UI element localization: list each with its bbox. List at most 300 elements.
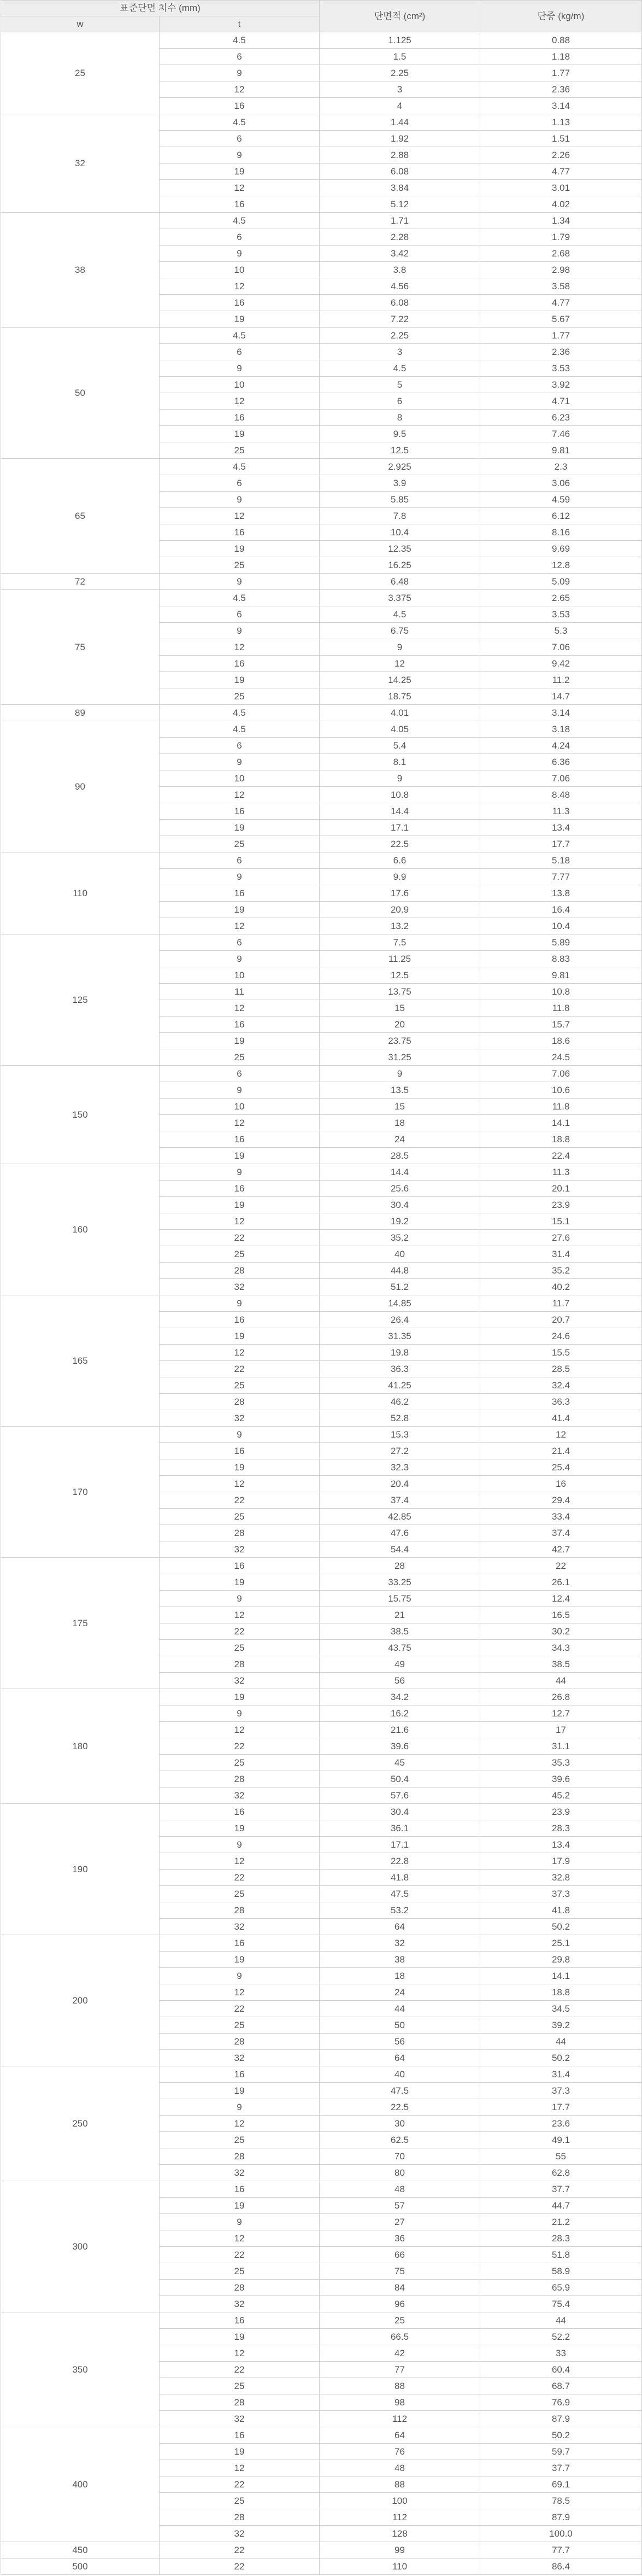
area-cell: 7.22 bbox=[320, 311, 480, 328]
mass-cell: 52.2 bbox=[480, 2329, 642, 2345]
area-cell: 6.6 bbox=[320, 852, 480, 869]
area-cell: 48 bbox=[320, 2460, 480, 2476]
thickness-cell: 16 bbox=[160, 885, 320, 902]
mass-cell: 51.8 bbox=[480, 2247, 642, 2263]
area-cell: 66 bbox=[320, 2247, 480, 2263]
mass-cell: 35.2 bbox=[480, 1263, 642, 1279]
table-header bbox=[1, 1, 642, 32]
area-cell: 46.2 bbox=[320, 1394, 480, 1410]
mass-cell: 4.77 bbox=[480, 295, 642, 311]
area-cell: 20 bbox=[320, 1017, 480, 1033]
area-cell: 12.5 bbox=[320, 442, 480, 459]
thickness-cell: 25 bbox=[160, 2493, 320, 2509]
spec-table bbox=[1, 0, 642, 2575]
mass-cell: 42.7 bbox=[480, 1541, 642, 1558]
thickness-cell: 9 bbox=[160, 2214, 320, 2230]
thickness-cell: 32 bbox=[160, 2050, 320, 2066]
thickness-cell: 25 bbox=[160, 2017, 320, 2034]
mass-cell: 17.9 bbox=[480, 1853, 642, 1870]
mass-cell: 13.8 bbox=[480, 885, 642, 902]
area-cell: 70 bbox=[320, 2148, 480, 2165]
table-row bbox=[1, 705, 642, 721]
mass-cell: 13.4 bbox=[480, 820, 642, 836]
mass-cell: 4.02 bbox=[480, 196, 642, 213]
mass-cell: 2.68 bbox=[480, 246, 642, 262]
thickness-cell: 22 bbox=[160, 1870, 320, 1886]
thickness-cell: 9 bbox=[160, 492, 320, 508]
mass-cell: 41.4 bbox=[480, 1410, 642, 1427]
mass-cell: 36.3 bbox=[480, 1394, 642, 1410]
mass-cell: 76.9 bbox=[480, 2394, 642, 2411]
width-cell: 450 bbox=[1, 2542, 160, 2559]
dimension-group-header: 표준단면 치수 (mm) bbox=[1, 1, 320, 16]
thickness-cell: 9 bbox=[160, 869, 320, 885]
area-cell: 20.4 bbox=[320, 1476, 480, 1492]
thickness-cell: 19 bbox=[160, 1820, 320, 1837]
table-row bbox=[1, 459, 642, 475]
area-cell: 38.5 bbox=[320, 1623, 480, 1640]
thickness-cell: 32 bbox=[160, 1410, 320, 1427]
thickness-cell: 19 bbox=[160, 1574, 320, 1591]
area-cell: 98 bbox=[320, 2394, 480, 2411]
area-cell: 4.01 bbox=[320, 705, 480, 721]
width-cell: 72 bbox=[1, 574, 160, 590]
mass-cell: 100.0 bbox=[480, 2526, 642, 2542]
area-cell: 56 bbox=[320, 2034, 480, 2050]
table-row bbox=[1, 32, 642, 49]
mass-cell: 16.4 bbox=[480, 902, 642, 918]
mass-cell: 32.4 bbox=[480, 1377, 642, 1394]
thickness-cell: 6 bbox=[160, 49, 320, 65]
table-row bbox=[1, 1804, 642, 1820]
area-cell: 15.75 bbox=[320, 1591, 480, 1607]
area-cell: 35.2 bbox=[320, 1230, 480, 1246]
mass-cell: 1.77 bbox=[480, 65, 642, 81]
thickness-cell: 9 bbox=[160, 1164, 320, 1181]
mass-cell: 7.06 bbox=[480, 639, 642, 656]
area-cell: 4.05 bbox=[320, 721, 480, 738]
mass-cell: 15.5 bbox=[480, 1345, 642, 1361]
table-row bbox=[1, 328, 642, 344]
thickness-cell: 25 bbox=[160, 557, 320, 574]
thickness-cell: 16 bbox=[160, 410, 320, 426]
area-cell: 54.4 bbox=[320, 1541, 480, 1558]
width-cell: 200 bbox=[1, 1935, 160, 2066]
mass-cell: 1.77 bbox=[480, 328, 642, 344]
area-cell: 5.4 bbox=[320, 738, 480, 754]
mass-cell: 7.46 bbox=[480, 426, 642, 442]
area-cell: 51.2 bbox=[320, 1279, 480, 1295]
mass-cell: 78.5 bbox=[480, 2493, 642, 2509]
mass-cell: 3.01 bbox=[480, 180, 642, 196]
mass-cell: 27.6 bbox=[480, 1230, 642, 1246]
mass-cell: 31.4 bbox=[480, 2066, 642, 2083]
area-cell: 38 bbox=[320, 1952, 480, 1968]
area-cell: 27 bbox=[320, 2214, 480, 2230]
mass-cell: 11.7 bbox=[480, 1295, 642, 1312]
area-cell: 2.925 bbox=[320, 459, 480, 475]
mass-cell: 5.3 bbox=[480, 623, 642, 639]
thickness-cell: 19 bbox=[160, 1459, 320, 1476]
thickness-cell: 22 bbox=[160, 2001, 320, 2017]
area-cell: 37.4 bbox=[320, 1492, 480, 1509]
area-cell: 15.3 bbox=[320, 1427, 480, 1443]
area-cell: 47.5 bbox=[320, 2083, 480, 2099]
area-cell: 22.5 bbox=[320, 2099, 480, 2116]
mass-cell: 25.4 bbox=[480, 1459, 642, 1476]
table-row bbox=[1, 934, 642, 951]
mass-cell: 34.5 bbox=[480, 2001, 642, 2017]
mass-cell: 3.58 bbox=[480, 278, 642, 295]
mass-cell: 49.1 bbox=[480, 2132, 642, 2148]
thickness-cell: 22 bbox=[160, 2542, 320, 2559]
table-row bbox=[1, 2312, 642, 2329]
mass-cell: 20.7 bbox=[480, 1312, 642, 1328]
thickness-cell: 22 bbox=[160, 2247, 320, 2263]
thickness-cell: 19 bbox=[160, 541, 320, 557]
width-cell: 250 bbox=[1, 2066, 160, 2181]
thickness-cell: 12 bbox=[160, 787, 320, 803]
area-cell: 6 bbox=[320, 393, 480, 410]
area-cell: 17.1 bbox=[320, 1837, 480, 1853]
mass-cell: 5.67 bbox=[480, 311, 642, 328]
thickness-cell: 9 bbox=[160, 1705, 320, 1722]
width-cell: 300 bbox=[1, 2181, 160, 2312]
mass-cell: 7.06 bbox=[480, 770, 642, 787]
area-cell: 3.375 bbox=[320, 590, 480, 606]
thickness-cell: 6 bbox=[160, 344, 320, 360]
mass-cell: 0.88 bbox=[480, 32, 642, 49]
area-cell: 2.25 bbox=[320, 65, 480, 81]
area-cell: 42 bbox=[320, 2345, 480, 2362]
mass-cell: 3.14 bbox=[480, 98, 642, 114]
thickness-cell: 19 bbox=[160, 1328, 320, 1345]
thickness-cell: 4.5 bbox=[160, 705, 320, 721]
mass-cell: 58.9 bbox=[480, 2263, 642, 2280]
area-cell: 18.75 bbox=[320, 688, 480, 705]
thickness-cell: 6 bbox=[160, 934, 320, 951]
area-cell: 62.5 bbox=[320, 2132, 480, 2148]
thickness-cell: 9 bbox=[160, 1427, 320, 1443]
area-cell: 39.6 bbox=[320, 1738, 480, 1755]
mass-cell: 2.36 bbox=[480, 81, 642, 98]
area-cell: 75 bbox=[320, 2263, 480, 2280]
area-cell: 96 bbox=[320, 2296, 480, 2312]
mass-cell: 17.7 bbox=[480, 2099, 642, 2116]
area-cell: 84 bbox=[320, 2280, 480, 2296]
mass-cell: 37.4 bbox=[480, 1525, 642, 1541]
thickness-cell: 25 bbox=[160, 1640, 320, 1656]
thickness-cell: 22 bbox=[160, 1492, 320, 1509]
thickness-cell: 9 bbox=[160, 951, 320, 967]
width-cell: 160 bbox=[1, 1164, 160, 1295]
mass-cell: 86.4 bbox=[480, 2559, 642, 2575]
thickness-cell: 12 bbox=[160, 180, 320, 196]
area-cell: 9.5 bbox=[320, 426, 480, 442]
thickness-cell: 19 bbox=[160, 311, 320, 328]
thickness-cell: 9 bbox=[160, 1082, 320, 1099]
mass-cell: 41.8 bbox=[480, 1902, 642, 1919]
mass-cell: 44 bbox=[480, 2312, 642, 2329]
thickness-cell: 16 bbox=[160, 1443, 320, 1459]
mass-cell: 44 bbox=[480, 2034, 642, 2050]
mass-cell: 14.7 bbox=[480, 688, 642, 705]
thickness-cell: 19 bbox=[160, 1197, 320, 1213]
mass-cell: 6.12 bbox=[480, 508, 642, 524]
area-cell: 19.2 bbox=[320, 1213, 480, 1230]
mass-cell: 87.9 bbox=[480, 2411, 642, 2427]
thickness-cell: 12 bbox=[160, 1984, 320, 2001]
mass-cell: 22.4 bbox=[480, 1148, 642, 1164]
mass-cell: 29.8 bbox=[480, 1952, 642, 1968]
mass-cell: 18.8 bbox=[480, 1131, 642, 1148]
area-cell: 23.75 bbox=[320, 1033, 480, 1049]
area-cell: 76 bbox=[320, 2444, 480, 2460]
mass-cell: 45.2 bbox=[480, 1788, 642, 1804]
thickness-cell: 9 bbox=[160, 1837, 320, 1853]
thickness-cell: 4.5 bbox=[160, 328, 320, 344]
area-cell: 28 bbox=[320, 1558, 480, 1574]
thickness-cell: 22 bbox=[160, 2362, 320, 2378]
area-cell: 47.5 bbox=[320, 1886, 480, 1902]
mass-cell: 3.53 bbox=[480, 606, 642, 623]
area-cell: 2.28 bbox=[320, 229, 480, 246]
thickness-cell: 16 bbox=[160, 1558, 320, 1574]
thickness-cell: 12 bbox=[160, 2116, 320, 2132]
thickness-cell: 16 bbox=[160, 1017, 320, 1033]
area-cell: 16.2 bbox=[320, 1705, 480, 1722]
area-cell: 4.56 bbox=[320, 278, 480, 295]
thickness-cell: 16 bbox=[160, 1181, 320, 1197]
table-row bbox=[1, 574, 642, 590]
area-cell: 43.75 bbox=[320, 1640, 480, 1656]
area-cell: 3 bbox=[320, 344, 480, 360]
thickness-cell: 22 bbox=[160, 1361, 320, 1377]
thickness-cell: 25 bbox=[160, 688, 320, 705]
area-cell: 30 bbox=[320, 2116, 480, 2132]
thickness-cell: 25 bbox=[160, 2378, 320, 2394]
area-cell: 31.25 bbox=[320, 1049, 480, 1066]
thickness-cell: 25 bbox=[160, 1049, 320, 1066]
area-cell: 24 bbox=[320, 1131, 480, 1148]
thickness-cell: 6 bbox=[160, 1066, 320, 1082]
table-row bbox=[1, 1689, 642, 1705]
thickness-cell: 12 bbox=[160, 2345, 320, 2362]
width-cell: 400 bbox=[1, 2427, 160, 2542]
thickness-cell: 12 bbox=[160, 1853, 320, 1870]
mass-cell: 12.4 bbox=[480, 1591, 642, 1607]
thickness-cell: 9 bbox=[160, 147, 320, 163]
area-cell: 13.75 bbox=[320, 984, 480, 1000]
width-cell: 180 bbox=[1, 1689, 160, 1804]
thickness-cell: 28 bbox=[160, 1263, 320, 1279]
mass-cell: 23.9 bbox=[480, 1197, 642, 1213]
area-cell: 3.9 bbox=[320, 475, 480, 492]
mass-cell: 5.18 bbox=[480, 852, 642, 869]
width-cell: 25 bbox=[1, 32, 160, 114]
mass-cell: 26.1 bbox=[480, 1574, 642, 1591]
table-row bbox=[1, 1295, 642, 1312]
thickness-cell: 4.5 bbox=[160, 213, 320, 229]
mass-cell: 14.1 bbox=[480, 1968, 642, 1984]
mass-cell: 17 bbox=[480, 1722, 642, 1738]
mass-cell: 2.65 bbox=[480, 590, 642, 606]
mass-cell: 38.5 bbox=[480, 1656, 642, 1673]
mass-cell: 3.06 bbox=[480, 475, 642, 492]
mass-cell: 5.89 bbox=[480, 934, 642, 951]
mass-cell: 12 bbox=[480, 1427, 642, 1443]
width-cell: 89 bbox=[1, 705, 160, 721]
thickness-cell: 32 bbox=[160, 1541, 320, 1558]
area-cell: 14.4 bbox=[320, 803, 480, 820]
mass-cell: 75.4 bbox=[480, 2296, 642, 2312]
thickness-cell: 6 bbox=[160, 606, 320, 623]
area-cell: 66.5 bbox=[320, 2329, 480, 2345]
thickness-cell: 16 bbox=[160, 196, 320, 213]
area-cell: 1.125 bbox=[320, 32, 480, 49]
width-cell: 190 bbox=[1, 1804, 160, 1935]
area-cell: 100 bbox=[320, 2493, 480, 2509]
width-cell: 150 bbox=[1, 1066, 160, 1164]
thickness-cell: 19 bbox=[160, 1148, 320, 1164]
thickness-cell: 6 bbox=[160, 229, 320, 246]
thickness-cell: 12 bbox=[160, 918, 320, 934]
area-cell: 22.5 bbox=[320, 836, 480, 852]
mass-column-header: 단중 (kg/m) bbox=[480, 1, 642, 32]
area-cell: 31.35 bbox=[320, 1328, 480, 1345]
thickness-cell: 16 bbox=[160, 295, 320, 311]
mass-cell: 10.6 bbox=[480, 1082, 642, 1099]
area-cell: 3.42 bbox=[320, 246, 480, 262]
mass-cell: 50.2 bbox=[480, 2427, 642, 2444]
mass-cell: 4.77 bbox=[480, 163, 642, 180]
thickness-cell: 16 bbox=[160, 656, 320, 672]
area-cell: 5.12 bbox=[320, 196, 480, 213]
area-cell: 40 bbox=[320, 1246, 480, 1263]
mass-cell: 8.16 bbox=[480, 524, 642, 541]
width-column-header: w bbox=[1, 16, 160, 32]
thickness-cell: 19 bbox=[160, 672, 320, 688]
thickness-cell: 10 bbox=[160, 967, 320, 984]
mass-cell: 30.2 bbox=[480, 1623, 642, 1640]
thickness-cell: 9 bbox=[160, 623, 320, 639]
mass-cell: 26.8 bbox=[480, 1689, 642, 1705]
thickness-cell: 19 bbox=[160, 2083, 320, 2099]
area-cell: 57 bbox=[320, 2198, 480, 2214]
area-cell: 14.4 bbox=[320, 1164, 480, 1181]
thickness-cell: 16 bbox=[160, 1804, 320, 1820]
width-cell: 75 bbox=[1, 590, 160, 705]
table-row bbox=[1, 213, 642, 229]
mass-cell: 11.8 bbox=[480, 1099, 642, 1115]
mass-cell: 18.6 bbox=[480, 1033, 642, 1049]
width-cell: 38 bbox=[1, 213, 160, 328]
area-cell: 14.85 bbox=[320, 1295, 480, 1312]
mass-cell: 21.2 bbox=[480, 2214, 642, 2230]
mass-cell: 15.1 bbox=[480, 1213, 642, 1230]
area-cell: 20.9 bbox=[320, 902, 480, 918]
mass-cell: 23.9 bbox=[480, 1804, 642, 1820]
thickness-cell: 22 bbox=[160, 2559, 320, 2575]
area-cell: 88 bbox=[320, 2378, 480, 2394]
area-cell: 22.8 bbox=[320, 1853, 480, 1870]
mass-cell: 17.7 bbox=[480, 836, 642, 852]
table-row bbox=[1, 2427, 642, 2444]
thickness-cell: 9 bbox=[160, 246, 320, 262]
area-cell: 77 bbox=[320, 2362, 480, 2378]
mass-cell: 4.24 bbox=[480, 738, 642, 754]
mass-cell: 24.6 bbox=[480, 1328, 642, 1345]
area-cell: 12.35 bbox=[320, 541, 480, 557]
mass-cell: 9.81 bbox=[480, 442, 642, 459]
mass-cell: 59.7 bbox=[480, 2444, 642, 2460]
area-cell: 2.88 bbox=[320, 147, 480, 163]
area-cell: 4.5 bbox=[320, 606, 480, 623]
thickness-cell: 32 bbox=[160, 2296, 320, 2312]
thickness-cell: 16 bbox=[160, 98, 320, 114]
area-cell: 6.08 bbox=[320, 163, 480, 180]
area-cell: 3 bbox=[320, 81, 480, 98]
mass-cell: 39.2 bbox=[480, 2017, 642, 2034]
area-cell: 24 bbox=[320, 1984, 480, 2001]
thickness-cell: 4.5 bbox=[160, 32, 320, 49]
table-row bbox=[1, 852, 642, 869]
mass-cell: 2.98 bbox=[480, 262, 642, 278]
thickness-cell: 25 bbox=[160, 836, 320, 852]
width-cell: 110 bbox=[1, 852, 160, 934]
width-cell: 500 bbox=[1, 2559, 160, 2575]
area-cell: 1.71 bbox=[320, 213, 480, 229]
area-cell: 13.5 bbox=[320, 1082, 480, 1099]
table-row bbox=[1, 590, 642, 606]
thickness-cell: 4.5 bbox=[160, 721, 320, 738]
mass-cell: 15.7 bbox=[480, 1017, 642, 1033]
area-cell: 6.48 bbox=[320, 574, 480, 590]
mass-cell: 9.81 bbox=[480, 967, 642, 984]
mass-cell: 2.3 bbox=[480, 459, 642, 475]
mass-cell: 28.3 bbox=[480, 2230, 642, 2247]
mass-cell: 40.2 bbox=[480, 1279, 642, 1295]
mass-cell: 6.23 bbox=[480, 410, 642, 426]
area-column-header: 단면적 (cm²) bbox=[320, 1, 480, 32]
mass-cell: 6.36 bbox=[480, 754, 642, 770]
table-row bbox=[1, 1164, 642, 1181]
thickness-cell: 9 bbox=[160, 2099, 320, 2116]
mass-cell: 16.5 bbox=[480, 1607, 642, 1623]
area-cell: 18 bbox=[320, 1115, 480, 1131]
mass-cell: 1.79 bbox=[480, 229, 642, 246]
mass-cell: 2.26 bbox=[480, 147, 642, 163]
thickness-cell: 4.5 bbox=[160, 114, 320, 131]
area-cell: 17.6 bbox=[320, 885, 480, 902]
area-cell: 25.6 bbox=[320, 1181, 480, 1197]
thickness-cell: 6 bbox=[160, 738, 320, 754]
mass-cell: 1.13 bbox=[480, 114, 642, 131]
mass-cell: 5.09 bbox=[480, 574, 642, 590]
thickness-cell: 28 bbox=[160, 2034, 320, 2050]
width-cell: 32 bbox=[1, 114, 160, 213]
mass-cell: 28.3 bbox=[480, 1820, 642, 1837]
mass-cell: 32.8 bbox=[480, 1870, 642, 1886]
thickness-cell: 19 bbox=[160, 1952, 320, 1968]
width-cell: 170 bbox=[1, 1427, 160, 1558]
thickness-cell: 4.5 bbox=[160, 459, 320, 475]
area-cell: 34.2 bbox=[320, 1689, 480, 1705]
thickness-cell: 19 bbox=[160, 902, 320, 918]
mass-cell: 11.2 bbox=[480, 672, 642, 688]
mass-cell: 11.8 bbox=[480, 1000, 642, 1017]
mass-cell: 16 bbox=[480, 1476, 642, 1492]
